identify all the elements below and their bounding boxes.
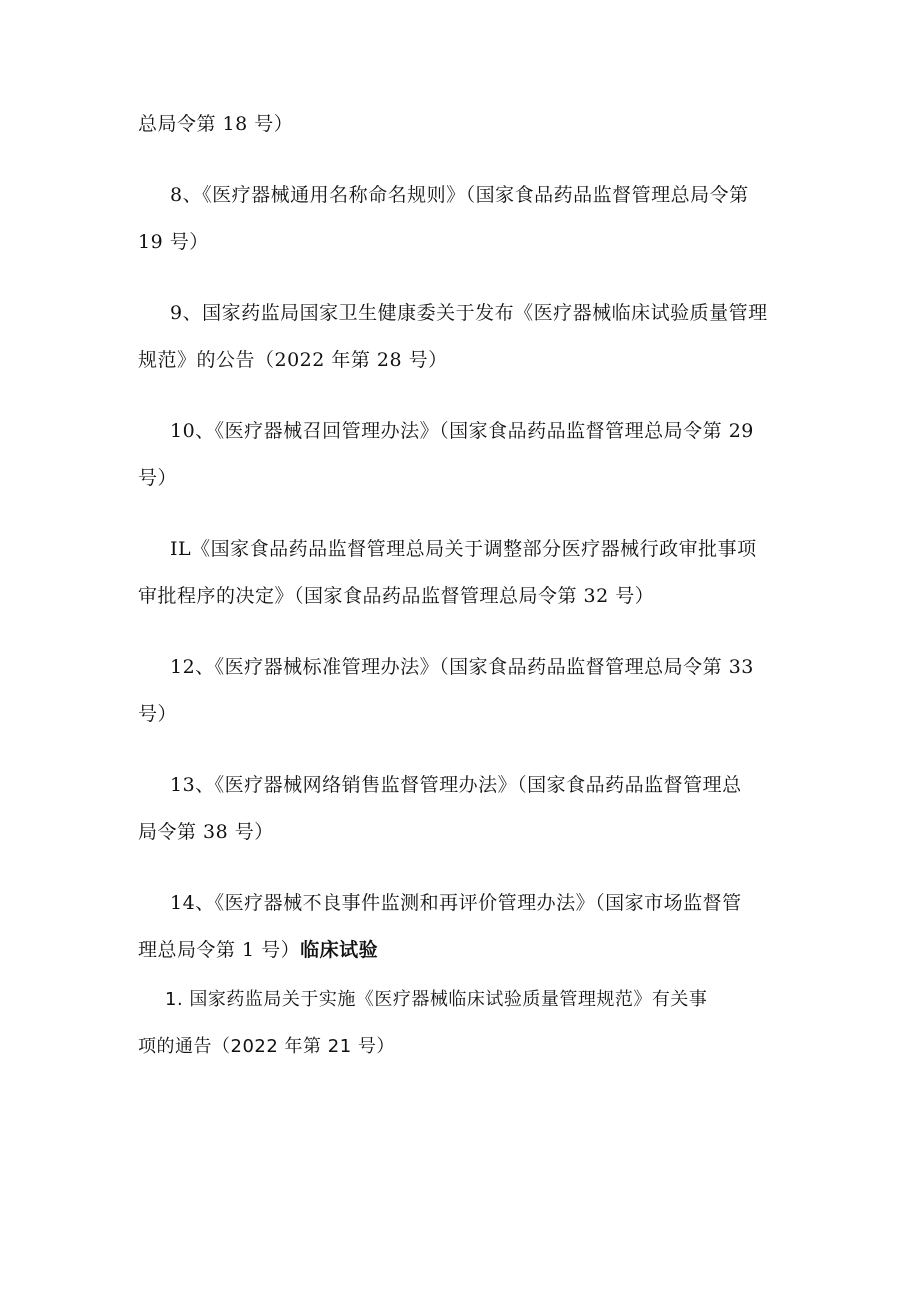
list-item-12-line-1: 12、《医疗器械标准管理办法》（国家食品药品监督管理总局令第 33 — [170, 656, 754, 678]
section-heading: 临床试验 — [300, 939, 379, 961]
list-item-8-line-1: 8、《医疗器械通用名称命名规则》（国家食品药品监督管理总局令第 — [170, 184, 749, 206]
list-item-8-line-2: 19 号） — [138, 231, 209, 253]
list-item-13-line-2: 局令第 38 号） — [138, 821, 274, 843]
list-item-9-line-2: 规范》的公告（2022 年第 28 号） — [138, 349, 448, 371]
list-item-13-line-1: 13、《医疗器械网络销售监督管理办法》（国家食品药品监督管理总 — [170, 774, 742, 796]
clinical-item-1-line-1: 1. 国家药监局关于实施《医疗器械临床试验质量管理规范》有关事 — [165, 989, 708, 1010]
list-item-11-line-2: 审批程序的决定》（国家食品药品监督管理总局令第 32 号） — [138, 585, 655, 607]
clinical-item-1-line-2: 项的通告（2022 年第 21 号） — [138, 1036, 395, 1057]
list-item-14-line-1: 14、《医疗器械不良事件监测和再评价管理办法》（国家市场监督管 — [170, 892, 742, 914]
list-item-14-line-2-text: 理总局令第 1 号） — [138, 939, 301, 961]
list-item-11-line-1: IL《国家食品药品监督管理总局关于调整部分医疗器械行政审批事项 — [170, 538, 757, 560]
list-item-10-line-1: 10、《医疗器械召回管理办法》（国家食品药品监督管理总局令第 29 — [170, 420, 754, 442]
list-item-12-line-2: 号） — [138, 703, 178, 725]
list-item-10-line-2: 号） — [138, 467, 178, 489]
list-item-9-line-1: 9、国家药监局国家卫生健康委关于发布《医疗器械临床试验质量管理 — [170, 302, 768, 324]
text-line: 总局令第 18 号） — [138, 113, 294, 135]
list-item-14-line-2 — [138, 938, 378, 962]
